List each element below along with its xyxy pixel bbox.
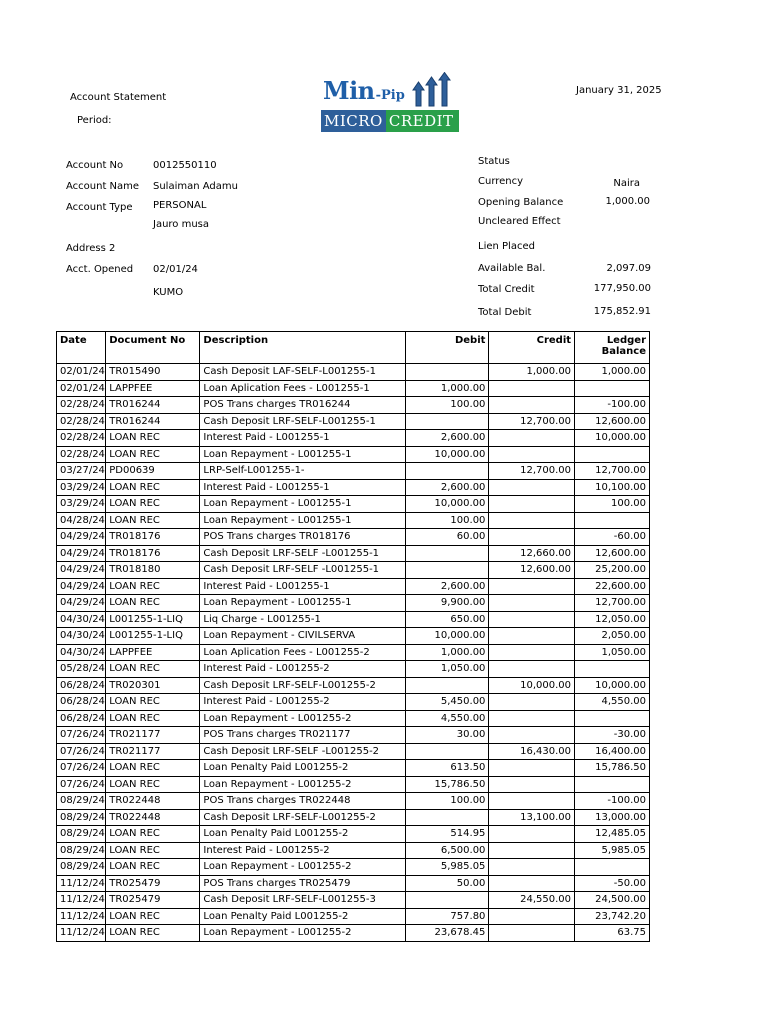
currency-value: Naira: [613, 178, 640, 189]
cell-credit: 13,100.00: [489, 809, 575, 826]
cell-ledger-balance: [575, 512, 650, 529]
address2-label: Address 2: [66, 243, 116, 254]
cell-credit: [489, 760, 575, 777]
table-row: [57, 809, 650, 826]
cell-credit: [489, 925, 575, 942]
cell-credit: [489, 793, 575, 810]
cell-date: 08/29/24: [57, 842, 106, 859]
cell-description: Loan Penalty Paid L001255-2: [200, 908, 406, 925]
cell-debit: 100.00: [405, 512, 488, 529]
cell-credit: 12,700.00: [489, 413, 575, 430]
table-row: [57, 743, 650, 760]
cell-description: Loan Aplication Fees - L001255-2: [200, 644, 406, 661]
cell-credit: [489, 611, 575, 628]
cell-debit: 1,000.00: [405, 644, 488, 661]
cell-description: Cash Deposit LRF-SELF-L001255-2: [200, 809, 406, 826]
logo-wordmark: [323, 76, 405, 105]
cell-credit: [489, 430, 575, 447]
cell-debit: 10,000.00: [405, 446, 488, 463]
table-row: [57, 661, 650, 678]
cell-description: Loan Repayment - CIVILSERVA: [200, 628, 406, 645]
cell-credit: [489, 595, 575, 612]
cell-description: Loan Repayment - L001255-1: [200, 446, 406, 463]
logo-credit: CREDIT: [386, 110, 459, 132]
table-row: [57, 760, 650, 777]
cell-debit: [405, 892, 488, 909]
cell-credit: [489, 628, 575, 645]
cell-date: 06/28/24: [57, 710, 106, 727]
cell-debit: 23,678.45: [405, 925, 488, 942]
table-row: [57, 842, 650, 859]
cell-description: Cash Deposit LRF-SELF -L001255-2: [200, 743, 406, 760]
cell-date: 06/28/24: [57, 677, 106, 694]
table-row: [57, 512, 650, 529]
cell-date: 08/29/24: [57, 826, 106, 843]
cell-credit: [489, 842, 575, 859]
table-row: [57, 826, 650, 843]
logo-name-main: Min: [323, 76, 375, 105]
cell-credit: 12,660.00: [489, 545, 575, 562]
cell-document-no: LOAN REC: [106, 826, 200, 843]
cell-credit: [489, 710, 575, 727]
cell-date: 04/28/24: [57, 512, 106, 529]
table-row: [57, 463, 650, 480]
cell-description: Cash Deposit LAF-SELF-L001255-1: [200, 364, 406, 381]
cell-credit: [489, 694, 575, 711]
cell-ledger-balance: -100.00: [575, 793, 650, 810]
cell-description: Loan Aplication Fees - L001255-1: [200, 380, 406, 397]
opening-balance-value: 1,000.00: [605, 196, 650, 207]
table-row: [57, 496, 650, 513]
cell-debit: 50.00: [405, 875, 488, 892]
cell-description: Cash Deposit LRF-SELF-L001255-3: [200, 892, 406, 909]
col-header-debit: Debit: [405, 332, 488, 364]
table-row: [57, 628, 650, 645]
table-row: [57, 595, 650, 612]
cell-description: Loan Penalty Paid L001255-2: [200, 760, 406, 777]
cell-date: 04/29/24: [57, 578, 106, 595]
currency-label: Currency: [478, 176, 524, 187]
cell-document-no: LAPPFEE: [106, 380, 200, 397]
cell-date: 02/28/24: [57, 446, 106, 463]
cell-credit: [489, 875, 575, 892]
cell-credit: [489, 661, 575, 678]
cell-document-no: TR021177: [106, 743, 200, 760]
account-type-value: PERSONAL: [153, 200, 207, 211]
status-label: Status: [478, 156, 510, 167]
cell-date: 08/29/24: [57, 859, 106, 876]
growth-arrows-icon: [412, 72, 458, 108]
cell-ledger-balance: 10,100.00: [575, 479, 650, 496]
cell-description: Loan Repayment - L001255-1: [200, 496, 406, 513]
account-name-label: Account Name: [66, 181, 140, 192]
cell-document-no: LOAN REC: [106, 760, 200, 777]
cell-description: POS Trans charges TR018176: [200, 529, 406, 546]
table-row: [57, 545, 650, 562]
cell-debit: 30.00: [405, 727, 488, 744]
col-header-date: Date: [57, 332, 106, 364]
cell-credit: 12,600.00: [489, 562, 575, 579]
cell-credit: 10,000.00: [489, 677, 575, 694]
cell-ledger-balance: 10,000.00: [575, 430, 650, 447]
cell-ledger-balance: 12,600.00: [575, 545, 650, 562]
cell-ledger-balance: 10,000.00: [575, 677, 650, 694]
cell-debit: 10,000.00: [405, 496, 488, 513]
table-row: [57, 479, 650, 496]
cell-debit: 15,786.50: [405, 776, 488, 793]
cell-date: 08/29/24: [57, 793, 106, 810]
cell-credit: 12,700.00: [489, 463, 575, 480]
total-debit-value: 175,852.91: [593, 306, 651, 317]
total-credit-label: Total Credit: [478, 284, 535, 295]
cell-ledger-balance: -50.00: [575, 875, 650, 892]
cell-document-no: LOAN REC: [106, 479, 200, 496]
cell-document-no: LOAN REC: [106, 595, 200, 612]
cell-credit: [489, 727, 575, 744]
address-line1: Jauro musa: [153, 219, 210, 230]
cell-credit: [489, 512, 575, 529]
cell-debit: 2,600.00: [405, 479, 488, 496]
cell-debit: [405, 413, 488, 430]
cell-debit: 1,000.00: [405, 380, 488, 397]
cell-credit: 1,000.00: [489, 364, 575, 381]
cell-debit: 5,985.05: [405, 859, 488, 876]
cell-date: 04/30/24: [57, 644, 106, 661]
cell-document-no: LAPPFEE: [106, 644, 200, 661]
cell-document-no: LOAN REC: [106, 859, 200, 876]
cell-description: Interest Paid - L001255-1: [200, 430, 406, 447]
table-row: [57, 694, 650, 711]
cell-date: 11/12/24: [57, 875, 106, 892]
cell-date: 02/01/24: [57, 380, 106, 397]
cell-document-no: TR018180: [106, 562, 200, 579]
cell-document-no: TR018176: [106, 545, 200, 562]
cell-debit: 1,050.00: [405, 661, 488, 678]
cell-document-no: TR021177: [106, 727, 200, 744]
cell-credit: [489, 859, 575, 876]
table-row: [57, 710, 650, 727]
cell-debit: 100.00: [405, 793, 488, 810]
table-header-row: [57, 332, 650, 364]
cell-ledger-balance: 25,200.00: [575, 562, 650, 579]
account-no-label: Account No: [66, 160, 124, 171]
cell-date: 04/29/24: [57, 595, 106, 612]
cell-date: 05/28/24: [57, 661, 106, 678]
cell-document-no: LOAN REC: [106, 512, 200, 529]
cell-document-no: LOAN REC: [106, 430, 200, 447]
cell-description: POS Trans charges TR022448: [200, 793, 406, 810]
cell-document-no: TR025479: [106, 892, 200, 909]
cell-document-no: TR025479: [106, 875, 200, 892]
cell-debit: [405, 562, 488, 579]
cell-document-no: TR020301: [106, 677, 200, 694]
table-row: [57, 644, 650, 661]
col-header-credit: Credit: [489, 332, 575, 364]
cell-date: 04/30/24: [57, 611, 106, 628]
cell-debit: 514.95: [405, 826, 488, 843]
cell-document-no: PD00639: [106, 463, 200, 480]
cell-description: Loan Repayment - L001255-2: [200, 859, 406, 876]
cell-date: 07/26/24: [57, 760, 106, 777]
cell-credit: [489, 496, 575, 513]
cell-ledger-balance: 16,400.00: [575, 743, 650, 760]
cell-description: POS Trans charges TR021177: [200, 727, 406, 744]
cell-debit: [405, 677, 488, 694]
cell-date: 11/12/24: [57, 925, 106, 942]
cell-debit: 4,550.00: [405, 710, 488, 727]
cell-description: LRP-Self-L001255-1-: [200, 463, 406, 480]
cell-ledger-balance: -100.00: [575, 397, 650, 414]
logo-band: [321, 110, 459, 132]
cell-date: 06/28/24: [57, 694, 106, 711]
cell-date: 03/27/24: [57, 463, 106, 480]
col-header-document-no: Document No: [106, 332, 200, 364]
cell-date: 02/28/24: [57, 413, 106, 430]
cell-date: 08/29/24: [57, 809, 106, 826]
transactions-body: [57, 364, 650, 942]
cell-debit: 757.80: [405, 908, 488, 925]
cell-ledger-balance: 12,700.00: [575, 595, 650, 612]
cell-credit: 24,550.00: [489, 892, 575, 909]
cell-document-no: LOAN REC: [106, 776, 200, 793]
acct-opened-label: Acct. Opened: [66, 264, 134, 275]
cell-description: Loan Repayment - L001255-2: [200, 925, 406, 942]
cell-ledger-balance: -30.00: [575, 727, 650, 744]
table-row: [57, 776, 650, 793]
table-row: [57, 892, 650, 909]
cell-description: POS Trans charges TR016244: [200, 397, 406, 414]
table-row: [57, 578, 650, 595]
total-credit-value: 177,950.00: [593, 283, 651, 294]
cell-debit: 10,000.00: [405, 628, 488, 645]
cell-document-no: TR016244: [106, 397, 200, 414]
cell-ledger-balance: [575, 380, 650, 397]
col-header-ledger-balance: Ledger Balance: [575, 332, 650, 364]
cell-debit: [405, 364, 488, 381]
city-value: KUMO: [153, 287, 184, 298]
cell-credit: [489, 578, 575, 595]
table-row: [57, 727, 650, 744]
cell-debit: 650.00: [405, 611, 488, 628]
cell-document-no: LOAN REC: [106, 578, 200, 595]
cell-description: POS Trans charges TR025479: [200, 875, 406, 892]
cell-ledger-balance: 13,000.00: [575, 809, 650, 826]
cell-debit: [405, 809, 488, 826]
account-type-label: Account Type: [66, 202, 133, 213]
table-row: [57, 397, 650, 414]
cell-debit: [405, 743, 488, 760]
cell-description: Loan Repayment - L001255-2: [200, 710, 406, 727]
cell-debit: 2,600.00: [405, 430, 488, 447]
cell-debit: 9,900.00: [405, 595, 488, 612]
available-value: 2,097.09: [606, 263, 651, 274]
cell-ledger-balance: 12,700.00: [575, 463, 650, 480]
cell-date: 07/26/24: [57, 776, 106, 793]
cell-description: Loan Repayment - L001255-2: [200, 776, 406, 793]
cell-document-no: L001255-1-LIQ: [106, 611, 200, 628]
cell-date: 04/29/24: [57, 562, 106, 579]
cell-debit: 6,500.00: [405, 842, 488, 859]
cell-document-no: LOAN REC: [106, 496, 200, 513]
cell-date: 02/01/24: [57, 364, 106, 381]
cell-ledger-balance: [575, 776, 650, 793]
cell-date: 07/26/24: [57, 743, 106, 760]
logo-name-sub: -Pip: [375, 88, 405, 103]
cell-date: 02/28/24: [57, 397, 106, 414]
cell-date: 03/29/24: [57, 496, 106, 513]
cell-ledger-balance: -60.00: [575, 529, 650, 546]
cell-document-no: LOAN REC: [106, 925, 200, 942]
cell-description: Interest Paid - L001255-2: [200, 694, 406, 711]
cell-debit: [405, 545, 488, 562]
cell-credit: [489, 826, 575, 843]
table-row: [57, 380, 650, 397]
cell-description: Interest Paid - L001255-1: [200, 578, 406, 595]
cell-ledger-balance: [575, 859, 650, 876]
cell-document-no: LOAN REC: [106, 710, 200, 727]
available-label: Available Bal.: [478, 263, 546, 274]
cell-description: Interest Paid - L001255-2: [200, 661, 406, 678]
cell-debit: 5,450.00: [405, 694, 488, 711]
table-row: [57, 562, 650, 579]
cell-debit: 2,600.00: [405, 578, 488, 595]
cell-description: Interest Paid - L001255-1: [200, 479, 406, 496]
cell-document-no: TR022448: [106, 793, 200, 810]
cell-credit: 16,430.00: [489, 743, 575, 760]
table-row: [57, 413, 650, 430]
cell-credit: [489, 644, 575, 661]
cell-ledger-balance: [575, 710, 650, 727]
cell-date: 04/29/24: [57, 545, 106, 562]
table-row: [57, 875, 650, 892]
cell-date: 11/12/24: [57, 892, 106, 909]
cell-date: 02/28/24: [57, 430, 106, 447]
cell-description: Interest Paid - L001255-2: [200, 842, 406, 859]
transactions-table: [56, 331, 650, 942]
account-name-value: Sulaiman Adamu: [153, 181, 238, 192]
cell-credit: [489, 380, 575, 397]
cell-credit: [489, 479, 575, 496]
table-row: [57, 793, 650, 810]
cell-description: Cash Deposit LRF-SELF -L001255-1: [200, 545, 406, 562]
cell-ledger-balance: 2,050.00: [575, 628, 650, 645]
cell-ledger-balance: 12,485.05: [575, 826, 650, 843]
cell-credit: [489, 776, 575, 793]
cell-document-no: TR022448: [106, 809, 200, 826]
acct-opened-value: 02/01/24: [153, 264, 198, 275]
table-row: [57, 430, 650, 447]
cell-ledger-balance: 12,050.00: [575, 611, 650, 628]
cell-description: Cash Deposit LRF-SELF-L001255-2: [200, 677, 406, 694]
cell-date: 11/12/24: [57, 908, 106, 925]
cell-description: Loan Repayment - L001255-1: [200, 512, 406, 529]
cell-description: Liq Charge - L001255-1: [200, 611, 406, 628]
table-row: [57, 446, 650, 463]
cell-document-no: LOAN REC: [106, 842, 200, 859]
cell-ledger-balance: 5,985.05: [575, 842, 650, 859]
account-no-value: 0012550110: [153, 160, 217, 171]
cell-ledger-balance: 4,550.00: [575, 694, 650, 711]
cell-description: Cash Deposit LRF-SELF-L001255-1: [200, 413, 406, 430]
cell-date: 04/30/24: [57, 628, 106, 645]
cell-ledger-balance: 15,786.50: [575, 760, 650, 777]
table-row: [57, 677, 650, 694]
cell-debit: [405, 463, 488, 480]
table-row: [57, 611, 650, 628]
statement-title: Account Statement: [70, 92, 167, 103]
cell-description: Cash Deposit LRF-SELF -L001255-1: [200, 562, 406, 579]
cell-ledger-balance: 1,050.00: [575, 644, 650, 661]
cell-ledger-balance: 100.00: [575, 496, 650, 513]
cell-debit: 60.00: [405, 529, 488, 546]
total-debit-label: Total Debit: [478, 307, 532, 318]
lien-label: Lien Placed: [478, 241, 535, 252]
cell-ledger-balance: [575, 446, 650, 463]
col-header-description: Description: [200, 332, 406, 364]
cell-credit: [489, 908, 575, 925]
cell-ledger-balance: 1,000.00: [575, 364, 650, 381]
cell-document-no: TR018176: [106, 529, 200, 546]
cell-document-no: TR015490: [106, 364, 200, 381]
cell-document-no: LOAN REC: [106, 661, 200, 678]
cell-debit: 613.50: [405, 760, 488, 777]
cell-document-no: LOAN REC: [106, 446, 200, 463]
cell-debit: 100.00: [405, 397, 488, 414]
period-label: Period:: [77, 115, 112, 126]
cell-ledger-balance: 24,500.00: [575, 892, 650, 909]
logo-micro: MICRO: [321, 110, 386, 132]
table-row: [57, 529, 650, 546]
cell-date: 03/29/24: [57, 479, 106, 496]
cell-date: 04/29/24: [57, 529, 106, 546]
table-row: [57, 859, 650, 876]
cell-credit: [489, 397, 575, 414]
table-row: [57, 364, 650, 381]
cell-description: Loan Repayment - L001255-1: [200, 595, 406, 612]
table-row: [57, 908, 650, 925]
cell-document-no: LOAN REC: [106, 908, 200, 925]
cell-document-no: L001255-1-LIQ: [106, 628, 200, 645]
cell-document-no: LOAN REC: [106, 694, 200, 711]
cell-ledger-balance: 12,600.00: [575, 413, 650, 430]
cell-credit: [489, 529, 575, 546]
cell-ledger-balance: 22,600.00: [575, 578, 650, 595]
cell-ledger-balance: 63.75: [575, 925, 650, 942]
company-logo: [321, 72, 461, 132]
cell-document-no: TR016244: [106, 413, 200, 430]
statement-date: January 31, 2025: [576, 85, 662, 96]
cell-ledger-balance: 23,742.20: [575, 908, 650, 925]
cell-description: Loan Penalty Paid L001255-2: [200, 826, 406, 843]
table-row: [57, 925, 650, 942]
cell-date: 07/26/24: [57, 727, 106, 744]
opening-balance-label: Opening Balance: [478, 197, 564, 208]
cell-credit: [489, 446, 575, 463]
cell-ledger-balance: [575, 661, 650, 678]
uncleared-label: Uncleared Effect: [478, 216, 561, 227]
